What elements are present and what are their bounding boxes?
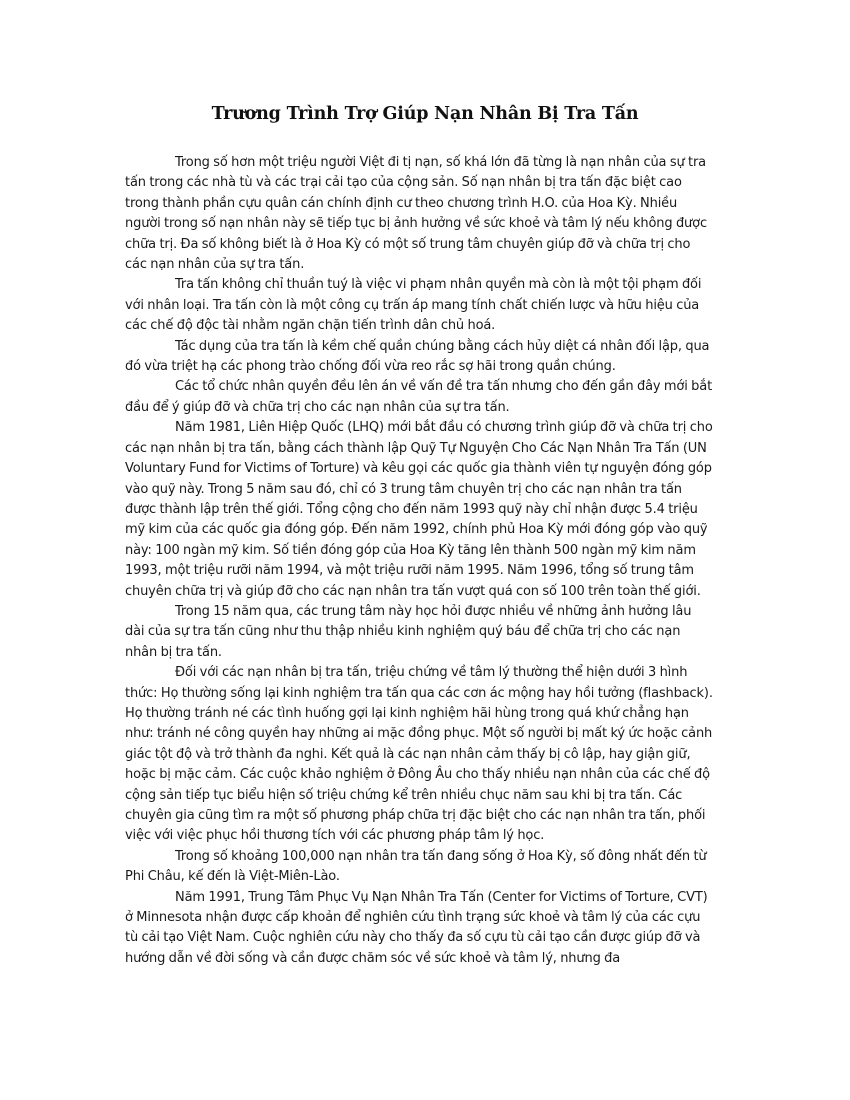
- paragraph: Tác dụng của tra tấn là kềm chế quần chúng bằng cách hủy diệt cá nhân đối lập, qua đó vừa triệt hạ các phong trào chống đối vừa reo rắc sợ hãi trong quần chúng.: [125, 338, 710, 375]
- paragraph: Trong 15 năm qua, các trung tâm này học hỏi được nhiều về những ảnh hưởng lâu dài của sự tra tấn cũng như thu thập nhiều kinh nghiệm quý báu để chữa trị cho các nạn nhân bị tra tấn.: [125, 603, 692, 660]
- paragraph: Trong số khoảng 100,000 nạn nhân tra tấn đang sống ở Hoa Kỳ, số đông nhất đến từ Phi Châu, kế đến là Việt-Miên-Lào.: [125, 848, 707, 885]
- paragraph: Đối với các nạn nhân bị tra tấn, triệu chứng về tâm lý thường thể hiện dưới 3 hình thức: Họ thường sống lại kinh nghiệm tra tấn qua các cơn ác mộng hay hồi tưởng (flashback). Họ thường tránh né các tình huống gợi lại kinh nghiệm hãi hùng trong quá khứ chẳng hạn như: tránh né công quyền hay những ai mặc đồng phục. Một số người bị mất ký ức hoặc cảnh giác tột độ và trở thành đa nghi. Kết quả là các nạn nhân cảm thấy bị cô lập, hay giận giữ, hoặc bị mặc cảm. Các cuộc khảo nghiệm ở Đông Âu cho thấy nhiều nạn nhân của các chế độ cộng sản tiếp tục biểu hiện số triệu chứng kể trên nhiều chục năm sau khi bị tra tấn. Các chuyên gia cũng tìm ra một số phương pháp chữa trị đặc biệt cho các nạn nhân tra tấn, phối việc với việc phục hồi thương tích với các phương pháp tâm lý học.: [125, 665, 713, 844]
- paragraph: Năm 1991, Trung Tâm Phục Vụ Nạn Nhân Tra Tấn (Center for Victims of Torture, CVT) ở Minnesota nhận được cấp khoản để nghiên cứu tình trạng sức khoẻ và tâm lý của các cựu tù cải tạo Việt Nam. Cuộc nghiên cứu này cho thấy đa số cựu tù cải tạo cần được giúp đỡ và hướng dẫn về đời sống và cần được chăm sóc về sức khoẻ và tâm lý, nhưng đa: [125, 889, 708, 966]
- document-title: Trương Trình Trợ Giúp Nạn Nhân Bị Tra Tấn: [211, 104, 639, 124]
- paragraph: Các tổ chức nhân quyền đều lên án về vấn đề tra tấn nhưng cho đến gần đây mới bắt đầu để ý giúp đỡ và chữa trị cho các nạn nhân của sự tra tấn.: [125, 379, 713, 415]
- paragraph: Năm 1981, Liên Hiệp Quốc (LHQ) mới bắt đầu có chương trình giúp đỡ và chữa trị cho các nạn nhân bị tra tấn, bằng cách thành lập Quỹ Tự Nguyện Cho Các Nạn Nhân Tra Tấn (UN Voluntary Fund for Victims of Torture) và kêu gọi các quốc gia thành viên tự nguyện đóng góp vào quỹ này. Trong 5 năm sau đó, chỉ có 3 trung tâm chuyên trị cho các nạn nhân tra tấn được thành lập trên thế giới. Tổng cộng cho đến năm 1993 quỹ này chỉ nhận được 5.4 triệu mỹ kim của các quốc gia đóng góp. Đến năm 1992, chính phủ Hoa Kỳ mới đóng góp vào quỹ này: 100 ngàn mỹ kim. Số tiền đóng góp của Hoa Kỳ tăng lên thành 500 ngàn mỹ kim năm 1993, một triệu rưỡi năm 1994, và một triệu rưỡi năm 1995. Năm 1996, tổng số trung tâm chuyên chữa trị và giúp đỡ cho các nạn nhân tra tấn vượt quá con số 100 trên toàn thế giới.: [125, 420, 713, 599]
- paragraph: Tra tấn không chỉ thuần tuý là việc vi phạm nhân quyền mà còn là một tội phạm đối với nhân loại. Tra tấn còn là một công cụ trấn áp mang tính chất chiến lược và hữu hiệu của các chế độ độc tài nhằm ngăn chặn tiến trình dân chủ hoá.: [125, 277, 702, 334]
- paragraph: Trong số hơn một triệu người Việt đi tị nạn, số khá lớn đã từng là nạn nhân của sự tra tấn trong các nhà tù và các trại cải tạo của cộng sản. Số nạn nhân bị tra tấn đặc biệt cao trong thành phần cựu quân cán chính định cư theo chương trình H.O. của Hoa Kỳ. Nhiều người trong số nạn nhân này sẽ tiếp tục bị ảnh hưởng về sức khoẻ và tâm lý nếu không được chữa trị. Đa số không biết là ở Hoa Kỳ có một số trung tâm chuyên giúp đỡ và chữa trị cho các nạn nhân của sự tra tấn.: [125, 155, 707, 273]
- document-body: [125, 153, 713, 969]
